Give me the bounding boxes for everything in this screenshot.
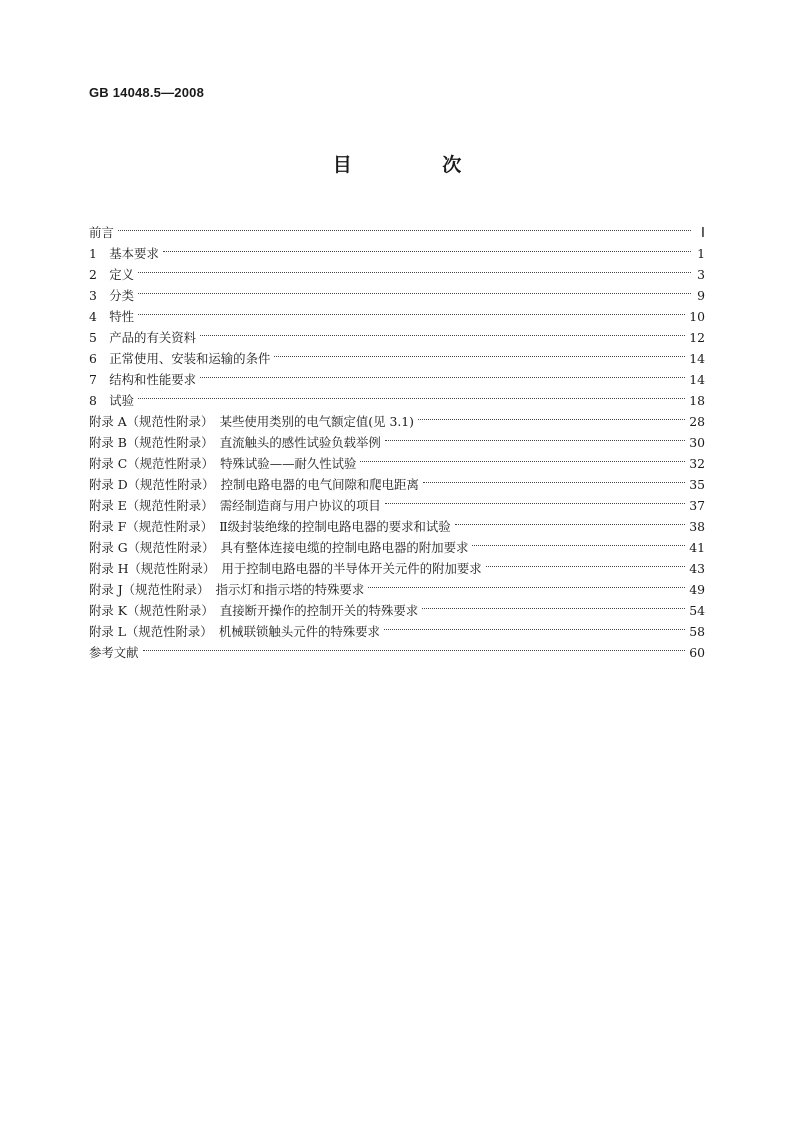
toc-page-number: 30 <box>689 435 705 450</box>
toc-entry[interactable] <box>89 300 705 324</box>
toc-entry-label: 6 正常使用、安装和运输的条件 <box>89 351 271 366</box>
toc-entry-label: 3 分类 <box>89 288 135 303</box>
toc-page-number: 38 <box>689 519 705 534</box>
toc-entry-label: 附录 A（规范性附录） 某些使用类别的电气额定值(见 3.1) <box>89 414 414 429</box>
toc-page-number: 43 <box>689 561 705 576</box>
dot-leader <box>358 447 687 468</box>
toc-entry-label: 附录 J（规范性附录） 指示灯和指示塔的特殊要求 <box>89 582 365 597</box>
dot-leader <box>383 489 687 510</box>
dot-leader <box>420 594 687 615</box>
toc-entry-label: 附录 E（规范性附录） 需经制造商与用户协议的项目 <box>89 498 381 513</box>
dot-leader <box>141 636 688 657</box>
toc-page-number: 14 <box>689 372 705 387</box>
table-of-contents <box>89 216 705 660</box>
toc-entry-label: 附录 B（规范性附录） 直流触头的感性试验负载举例 <box>89 435 381 450</box>
toc-entry[interactable] <box>89 237 705 261</box>
toc-entry-label: 附录 K（规范性附录） 直接断开操作的控制开关的特殊要求 <box>89 603 419 618</box>
toc-page-number: 12 <box>689 330 705 345</box>
toc-entry[interactable] <box>89 405 705 429</box>
toc-entry[interactable] <box>89 636 705 660</box>
toc-entry-label: 附录 F（规范性附录） Ⅱ级封装绝缘的控制电路电器的要求和试验 <box>89 519 451 534</box>
toc-page-number: 41 <box>689 540 705 555</box>
dot-leader <box>116 216 693 237</box>
toc-entry[interactable] <box>89 321 705 345</box>
toc-entry-label: 参考文献 <box>89 645 139 660</box>
toc-entry[interactable] <box>89 258 705 282</box>
toc-page-number: 58 <box>689 624 705 639</box>
dot-leader <box>383 426 687 447</box>
dot-leader <box>416 405 687 426</box>
dot-leader <box>136 279 693 300</box>
toc-entry-label: 4 特性 <box>89 309 135 324</box>
dot-leader <box>484 552 688 573</box>
toc-page-number: 49 <box>689 582 705 597</box>
toc-entry-label: 附录 C（规范性附录） 特殊试验——耐久性试验 <box>89 456 357 471</box>
dot-leader <box>136 300 687 321</box>
toc-page-number: 9 <box>697 288 705 303</box>
toc-entry-label: 7 结构和性能要求 <box>89 372 197 387</box>
dot-leader <box>470 531 687 552</box>
toc-page-number: 10 <box>689 309 705 324</box>
toc-entry-label: 附录 L（规范性附录） 机械联锁触头元件的特殊要求 <box>89 624 380 639</box>
toc-entry-label: 附录 H（规范性附录） 用于控制电路电器的半导体开关元件的附加要求 <box>89 561 482 576</box>
toc-page-number: 54 <box>689 603 705 618</box>
dot-leader <box>161 237 693 258</box>
toc-entry-label: 8 试验 <box>89 393 135 408</box>
toc-page-number: 1 <box>697 246 705 261</box>
toc-entry-label: 5 产品的有关资料 <box>89 330 197 345</box>
toc-page-number: 37 <box>689 498 705 513</box>
dot-leader <box>198 321 687 342</box>
dot-leader <box>198 363 687 384</box>
dot-leader <box>272 342 687 363</box>
toc-entry[interactable] <box>89 216 705 241</box>
toc-page-number: 32 <box>689 456 705 471</box>
toc-entry-label: 附录 G（规范性附录） 具有整体连接电缆的控制电路电器的附加要求 <box>89 540 469 555</box>
toc-entry[interactable] <box>89 384 705 408</box>
dot-leader <box>136 258 693 279</box>
toc-page-number: 28 <box>689 414 705 429</box>
dot-leader <box>382 615 687 636</box>
toc-entry-label: 前言 <box>89 225 114 240</box>
toc-entry[interactable] <box>89 279 705 303</box>
toc-page-number: 3 <box>697 267 705 282</box>
toc-entry-label: 附录 D（规范性附录） 控制电路电器的电气间隙和爬电距离 <box>89 477 419 492</box>
dot-leader <box>136 384 687 405</box>
page-title: 目 次 <box>332 154 504 176</box>
standard-code: GB 14048.5—2008 <box>89 85 205 100</box>
toc-page-number: 35 <box>689 477 705 492</box>
toc-entry-label: 2 定义 <box>89 267 135 282</box>
toc-page-number: 14 <box>689 351 705 366</box>
dot-leader <box>453 510 688 531</box>
dot-leader <box>421 468 687 489</box>
toc-entry-label: 1 基本要求 <box>89 246 159 261</box>
toc-page-number: 18 <box>689 393 705 408</box>
dot-leader <box>366 573 687 594</box>
toc-page-number: Ⅰ <box>700 226 705 241</box>
toc-page-number: 60 <box>689 645 705 660</box>
